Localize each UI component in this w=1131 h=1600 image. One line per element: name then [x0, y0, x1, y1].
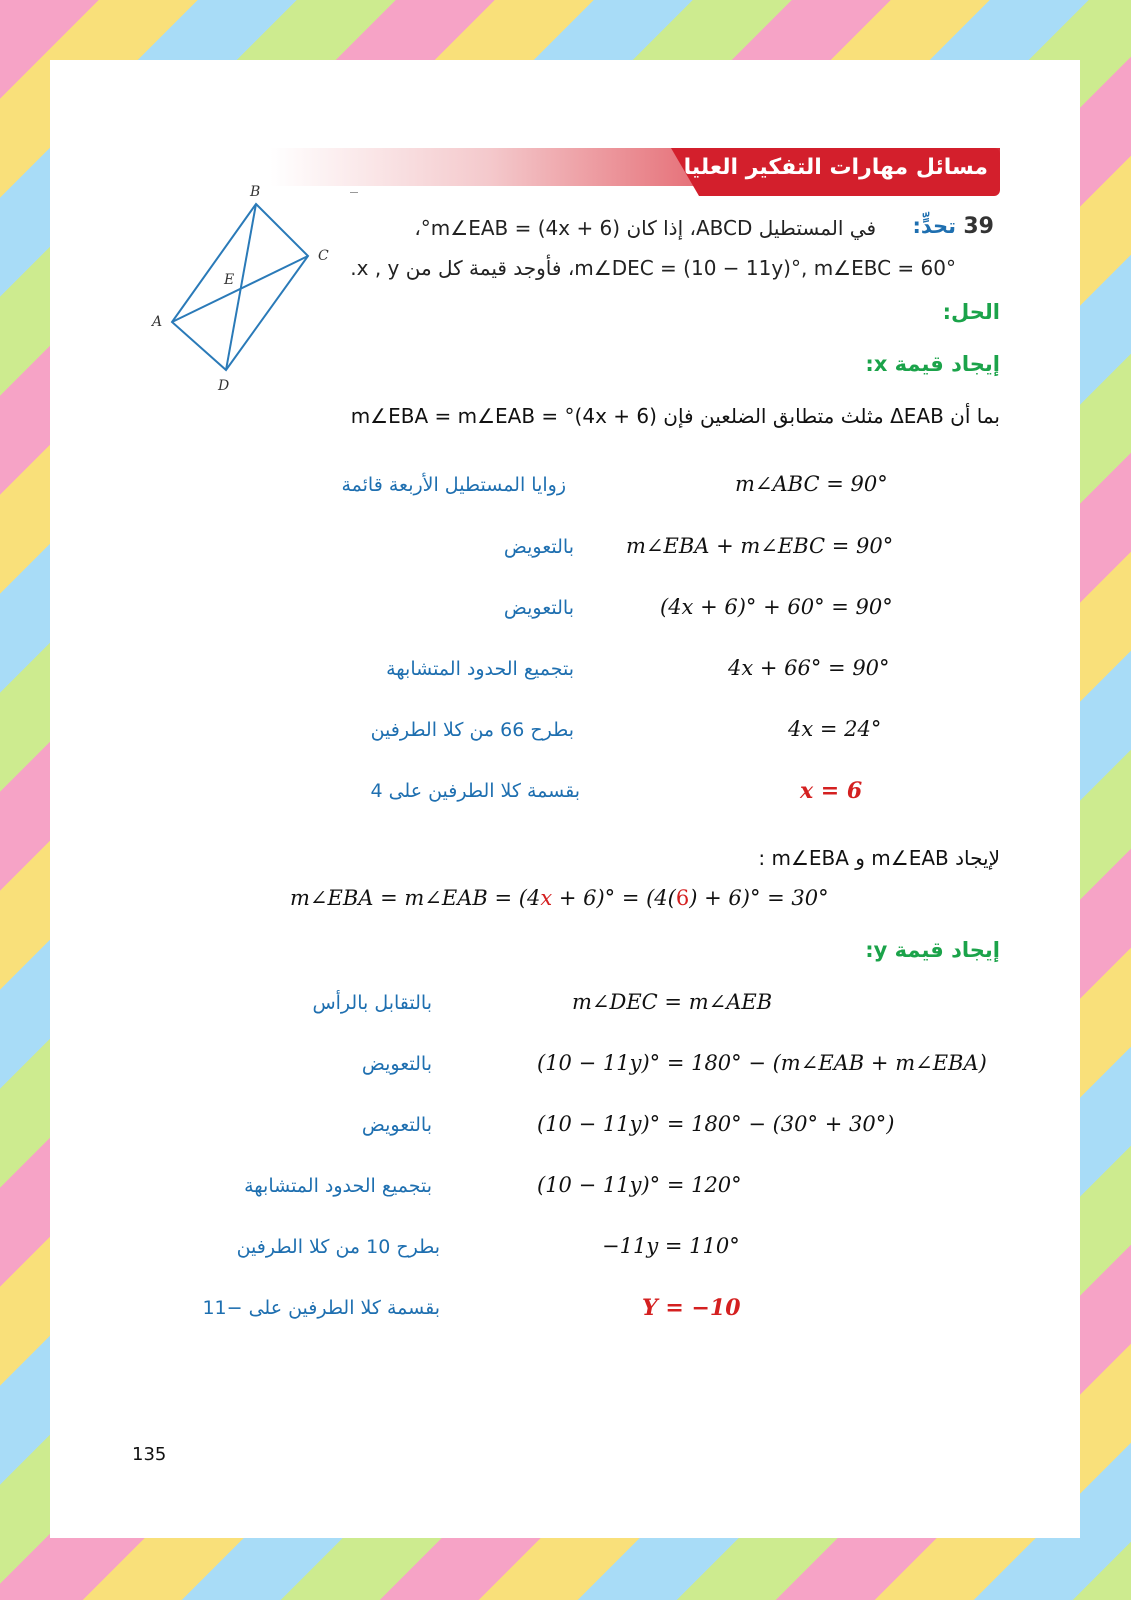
vertex-label-b: B	[250, 184, 261, 200]
vertex-label-a: A	[152, 314, 163, 330]
find-x-heading: إيجاد قيمة x:	[865, 352, 1000, 376]
y-step-equation: (10 − 11y)° = 120°	[537, 1173, 742, 1197]
x-step-equation: m∠EBA + m∠EBC = 90°	[626, 534, 894, 558]
angles-result-part: ) + 6)° = 30°	[689, 886, 829, 910]
x-step-equation: 4x + 66° = 90°	[728, 656, 890, 680]
separator-dash	[350, 192, 358, 193]
problem-line-2: m∠DEC = (10 − 11y)°, m∠EBC = 60°، فأوجد قيمة كل من x , y.	[350, 256, 956, 280]
angles-result-part: m∠EBA = m∠EAB = (4	[290, 886, 541, 910]
solution-heading: الحل:	[942, 300, 1000, 324]
section-title: مسائل مهارات التفكير العليا	[683, 155, 988, 180]
vertex-label-e: E	[224, 272, 235, 288]
find-angles-heading: لإيجاد m∠EAB و m∠EBA :	[758, 846, 1000, 870]
y-step-equation: m∠DEC = m∠AEB	[572, 990, 773, 1014]
y-step-reason: بالتعويض	[361, 1114, 432, 1136]
y-step-equation: −11y = 110°	[602, 1234, 740, 1258]
problem-line-1: في المستطيل ABCD، إذا كان m∠EAB = (4x + 6)°،	[414, 216, 876, 240]
y-step-equation: (10 − 11y)° = 180° − (30° + 30°)	[537, 1112, 895, 1136]
x-step-reason: زوايا المستطيل الأربعة قائمة	[341, 474, 566, 496]
x-step-reason: بقسمة كلا الطرفين على 4	[370, 780, 580, 802]
page	[50, 60, 1080, 1538]
problem-label: تحدٍّ:	[912, 214, 956, 238]
isosceles-statement: بما أن ΔEAB مثلث متطابق الضلعين فإن (4x + 6)° = m∠EBA = m∠EAB	[350, 404, 1000, 428]
x-step-reason: بالتعويض	[503, 536, 574, 558]
y-step-reason: بطرح 10 من كلا الطرفين	[236, 1236, 440, 1258]
vertex-label-c: C	[318, 248, 329, 264]
y-result: Y = −10	[642, 1295, 741, 1321]
find-y-heading: إيجاد قيمة y:	[865, 938, 1000, 962]
y-step-reason: بتجميع الحدود المتشابهة	[244, 1175, 432, 1197]
angles-result-part: + 6)° = (4(	[552, 886, 676, 910]
x-step-reason: بطرح 66 من كلا الطرفين	[370, 719, 574, 741]
x-step-equation: (4x + 6)° + 60° = 90°	[660, 595, 893, 619]
vertex-label-d: D	[218, 378, 230, 394]
page-number: 135	[132, 1444, 167, 1465]
angles-result	[290, 886, 829, 910]
x-step-reason: بالتعويض	[503, 597, 574, 619]
y-step-reason: بقسمة كلا الطرفين على −11	[202, 1297, 440, 1319]
angles-result-x: x	[540, 886, 553, 910]
x-result: x = 6	[800, 778, 863, 804]
angles-result-six: 6	[675, 886, 690, 910]
x-step-reason: بتجميع الحدود المتشابهة	[386, 658, 574, 680]
rectangle-figure	[140, 180, 340, 400]
y-step-reason: بالتعويض	[361, 1053, 432, 1075]
y-step-equation: (10 − 11y)° = 180° − (m∠EAB + m∠EBA)	[537, 1051, 987, 1075]
x-step-equation: 4x = 24°	[788, 717, 882, 741]
x-step-equation: m∠ABC = 90°	[735, 472, 888, 496]
y-step-reason: بالتقابل بالرأس	[312, 992, 432, 1014]
problem-number: 39	[963, 214, 994, 239]
